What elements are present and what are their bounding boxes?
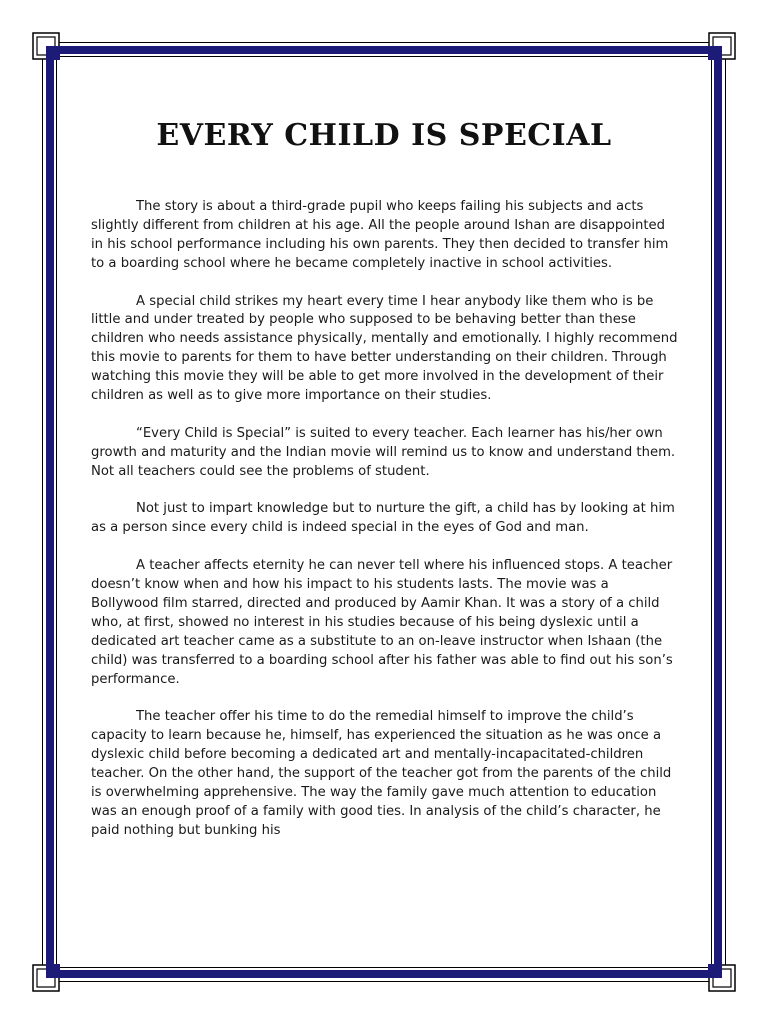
paragraph-6: The teacher offer his time to do the remedial himself to improve the child’s capacity to learn because he, himself, has experienced the situation as he was once a dyslexic child before becoming a dedicated art and mentally-incapacitated-children teacher. On the other hand, the support of the teacher got from the parents of the child is overwhelming apprehensive. The way the family gave much attention to education was an enough proof of a family with good ties. In analysis of the child’s character, he paid nothing but bunking his	[91, 709, 672, 838]
paragraph-4: Not just to impart knowledge but to nurture the gift, a child has by looking at him as a person since every child is indeed special in the eyes of God and man.	[91, 501, 675, 536]
paragraph-1: The story is about a third-grade pupil who keeps failing his subjects and acts slightly different from children at his age. All the people around Ishan are disappointed in his school performance including his own parents. They then decided to transfer him to a boarding school where he became completely inactive in school activities.	[91, 199, 669, 271]
paragraph-2: A special child strikes my heart every time I hear anybody like them who is be little and under treated by people who supposed to be behaving better than these children who needs assistance physically, mentally and emotionally. I highly recommend this movie to parents for them to have better understanding on their children. Through watching this movie they will be able to get more involved in the development of their children as well as to give more importance on their studies.	[91, 293, 678, 404]
border-corner-ornament-bottom-left	[32, 964, 60, 992]
document-title: EVERY CHILD IS SPECIAL	[156, 118, 612, 153]
border-corner-ornament-bottom-right	[708, 964, 736, 992]
border-corner-ornament-top-left	[32, 32, 60, 60]
document-body	[91, 198, 679, 860]
border-corner-ornament-top-right	[708, 32, 736, 60]
paragraph-5: A teacher affects eternity he can never tell where his influenced stops. A teacher doesn’t know when and how his impact to his students lasts. The movie was a Bollywood film starred, directed and produced by Aamir Khan. It was a story of a child who, at first, showed no interest in his studies because of his being dyslexic until a dedicated art teacher came as a substitute to an on-leave instructor when Ishaan (the child) was transferred to a boarding school after his father was able to find out his son’s performance.	[91, 558, 673, 687]
paragraph-3: “Every Child is Special” is suited to every teacher. Each learner has his/her own growth and maturity and the Indian movie will remind us to know and understand them. Not all teachers could see the problems of student.	[91, 425, 676, 479]
